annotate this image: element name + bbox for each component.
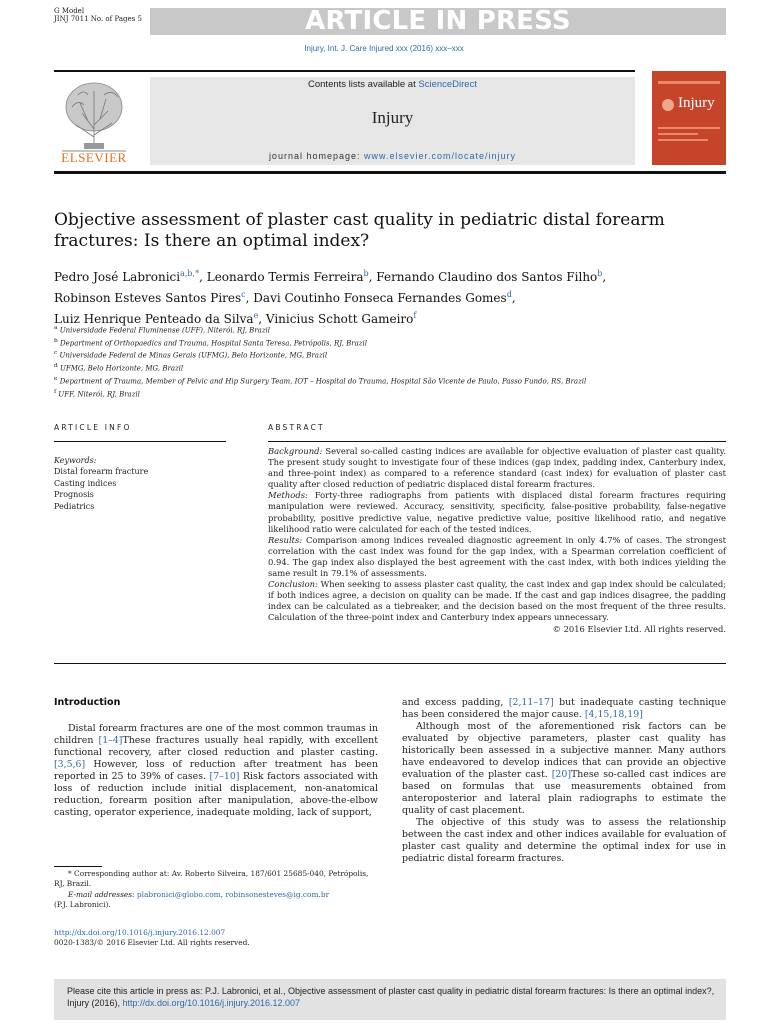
email-link[interactable]: plabronici@globo.com	[136, 889, 221, 899]
body-column-left	[54, 723, 378, 819]
abstract-body	[268, 446, 726, 635]
affiliation: $^f$ UFF, Niterói, RJ, Brazil	[54, 388, 140, 398]
affiliation: $^d$ UFMG, Belo Horizonte, MG, Brazil	[54, 363, 184, 373]
author[interactable]: Fernando Claudino dos Santos Filho$^b$,	[376, 269, 607, 284]
homepage-prefix: journal homepage:	[268, 151, 364, 161]
author[interactable]: Pedro José Labronici$^{a,b,*}$,	[54, 269, 207, 284]
keyword: Pediatrics	[54, 501, 95, 511]
author-list	[54, 265, 734, 328]
reference-link[interactable]: [2,11–17]	[508, 697, 554, 708]
journal-cover-thumbnail	[652, 71, 726, 165]
author[interactable]: Luiz Henrique Penteado da Silva$^e$,	[54, 311, 266, 326]
paragraph: and excess padding, [2,11–17] but inadequate casting technique has been considered the major cause. [4,15,18,19]	[402, 697, 727, 720]
author[interactable]: Vinicius Schott Gameiro$^f$	[265, 311, 417, 326]
elsevier-wordmark: ELSEVIER	[61, 150, 127, 165]
author[interactable]: Davi Coutinho Fonseca Fernandes Gomes$^d$,	[253, 290, 516, 305]
journal-title: Injury	[371, 108, 414, 127]
affiliation: $^b$ Department of Orthopaedics and Trauma, Hospital Santa Teresa, Petrópolis, RJ, Brazil	[54, 337, 367, 348]
cover-title: Injury	[678, 95, 715, 111]
issn-copyright: 0020-1383/© 2016 Elsevier Ltd. All rights reserved.	[54, 938, 250, 948]
cite-doi-link[interactable]: http://dx.doi.org/10.1016/j.injury.2016.12.007	[122, 998, 300, 1008]
cite-notice-text: Please cite this article in press as: P.J. Labronici, et al., Objective assessment of plaster cast quality in pediatric distal forearm fractures: Is there an optimal index?, Injury (2016), http://dx.doi.org/10.1016/j.injury.2016.12.007	[67, 986, 715, 1008]
model-label: G Model	[54, 7, 85, 15]
keyword: Prognosis	[54, 490, 94, 500]
affiliation: $^c$ Universidade Federal de Minas Gerais (UFMG), Belo Horizonte, MG, Brazil	[54, 350, 328, 360]
paragraph: Although most of the aforementioned risk factors can be evaluated by objective parameters, plaster cast quality has historically been assessed in a subjective manner. Many authors have endeavored to develop indices that can provide an objective evaluation of the plaster cast. [20]These so-called cast indices are based on formulas that use measurements obtained from anteroposterior and lateral plain radiographs to estimate the quality of cast placement.	[402, 721, 726, 816]
contents-prefix: Contents lists available at	[308, 79, 419, 90]
contents-line	[150, 79, 635, 90]
email-addresses: E-mail addresses: plabronici@globo.com, robinsonesteves@ig.com.br	[68, 889, 330, 899]
affiliation-list	[54, 323, 734, 399]
footnote-rule	[54, 866, 102, 867]
body-column-right	[402, 697, 726, 865]
article-info-rule	[54, 441, 226, 442]
keyword: Casting indices	[54, 478, 117, 488]
corresponding-author: * Corresponding author at: Av. Roberto Silveira, 187/601 25685-040, Petrópolis, RJ, Brazil.	[54, 869, 369, 889]
cover-art	[652, 71, 726, 165]
journal-citation-link[interactable]: Injury, Int. J. Care Injured xxx (2016) xxx–xxx	[304, 44, 464, 53]
header-rule-bottom	[54, 171, 726, 174]
introduction-heading: Introduction	[54, 697, 121, 708]
reference-link[interactable]: [20]	[551, 769, 571, 780]
keyword: Distal forearm fracture	[54, 467, 149, 477]
footnote	[54, 869, 378, 911]
homepage-link[interactable]: www.elsevier.com/locate/injury	[364, 151, 517, 161]
reference-link[interactable]: [7–10]	[209, 771, 240, 782]
abstract-conclusion: Conclusion: When seeking to assess plaster cast quality, the cast index and gap index should be calculated; if both indices agree, a decision on quality can be made. If the cast and gap indices disagree, the padding index can be calculated as a tiebreaker, and the decision based on the most frequent of the three results. Calculation of the three-point index and Canterbury index appears unnecessary.	[268, 579, 726, 623]
article-info-heading: ARTICLE INFO	[54, 423, 132, 432]
email-owner: (P.J. Labronici).	[54, 900, 111, 910]
manuscript-info	[54, 7, 142, 23]
header-rule-top	[54, 70, 635, 72]
doi-link[interactable]: http://dx.doi.org/10.1016/j.injury.2016.12.007	[54, 928, 226, 937]
abstract-background: Background: Several so-called casting indices are available for objective evaluation of plaster cast quality. The present study sought to investigate four of these indices (gap index, padding index, Canterbury index, and three-point index) as compared to a reference standard (cast index) for evaluation of plaster cast quality after closed reduction of pediatric displaced distal forearm fractures.	[268, 446, 726, 490]
keywords-label: Keywords:	[54, 456, 97, 465]
sciencedirect-link[interactable]: ScienceDirect	[418, 79, 477, 90]
reference-link[interactable]: [3,5,6]	[54, 759, 86, 770]
author[interactable]: Leonardo Termis Ferreira$^b$,	[206, 269, 377, 284]
journal-homepage	[150, 151, 635, 161]
abstract-copyright: © 2016 Elsevier Ltd. All rights reserved.	[552, 623, 726, 634]
section-rule	[54, 663, 726, 664]
reference-link[interactable]: [1–4]	[98, 735, 123, 746]
email-link[interactable]: robinsonesteves@ig.com.br	[225, 889, 330, 899]
affiliation: $^a$ Universidade Federal Fluminense (UFF), Niterói, RJ, Brazil	[54, 325, 271, 335]
affiliation: $^e$ Department of Trauma, Member of Pelvic and Hip Surgery Team, IOT – Hospital do Trauma, Hospital São Vicente de Paulo, Passo Fundo, RS, Brazil	[54, 375, 587, 386]
abstract-methods: Methods: Forty-three radiographs from patients with displaced distal forearm fractures requiring manipulation were reviewed. Accuracy, sensitivity, specificity, false-positive probability, false-negative probability, positive predictive value, negative predictive value, positive likelihood ratio, and negative likelihood ratio were calculated for each of the tested indices.	[268, 490, 726, 534]
doi-block	[54, 928, 250, 949]
abstract-heading: ABSTRACT	[268, 423, 325, 432]
keywords-block	[54, 455, 148, 512]
article-in-press-banner: ARTICLE IN PRESS	[150, 8, 726, 35]
paragraph: Distal forearm fractures are one of the most common traumas in children [1–4]These fractures usually heal rapidly, with excellent functional recovery, after closed reduction and plaster casting. [3,5,6] However, loss of reduction after treatment has been reported in 25 to 39% of cases. [7–10] Risk factors associated with loss of reduction include initial displacement, non-anatomical reduction, forearm position after manipulation, above-the-elbow casting, operator experience, inadequate molding, lack of support,	[54, 723, 378, 818]
author[interactable]: Robinson Esteves Santos Pires$^c$,	[54, 290, 254, 305]
paragraph: The objective of this study was to assess the relationship between the cast index and other indices available for evaluation of plaster cast quality and determine the optimal index for use in pediatric distal forearm fractures.	[402, 817, 726, 864]
article-title: Objective assessment of plaster cast quality in pediatric distal forearm fractures: Is there an optimal index?	[54, 210, 665, 251]
abstract-results: Results: Comparison among indices revealed diagnostic agreement in only 4.7% of cases. The strongest correlation with the cast index was found for the gap index, with a Spearman correlation coefficient of 0.94. The gap index also displayed the best agreement with the cast index, with both indices yielding the same result in 79.1% of assessments.	[268, 534, 726, 579]
abstract-rule	[268, 441, 726, 442]
reference-link[interactable]: [4,15,18,19]	[584, 709, 643, 720]
manuscript-ref: JINJ 7011 No. of Pages 5	[54, 15, 142, 23]
